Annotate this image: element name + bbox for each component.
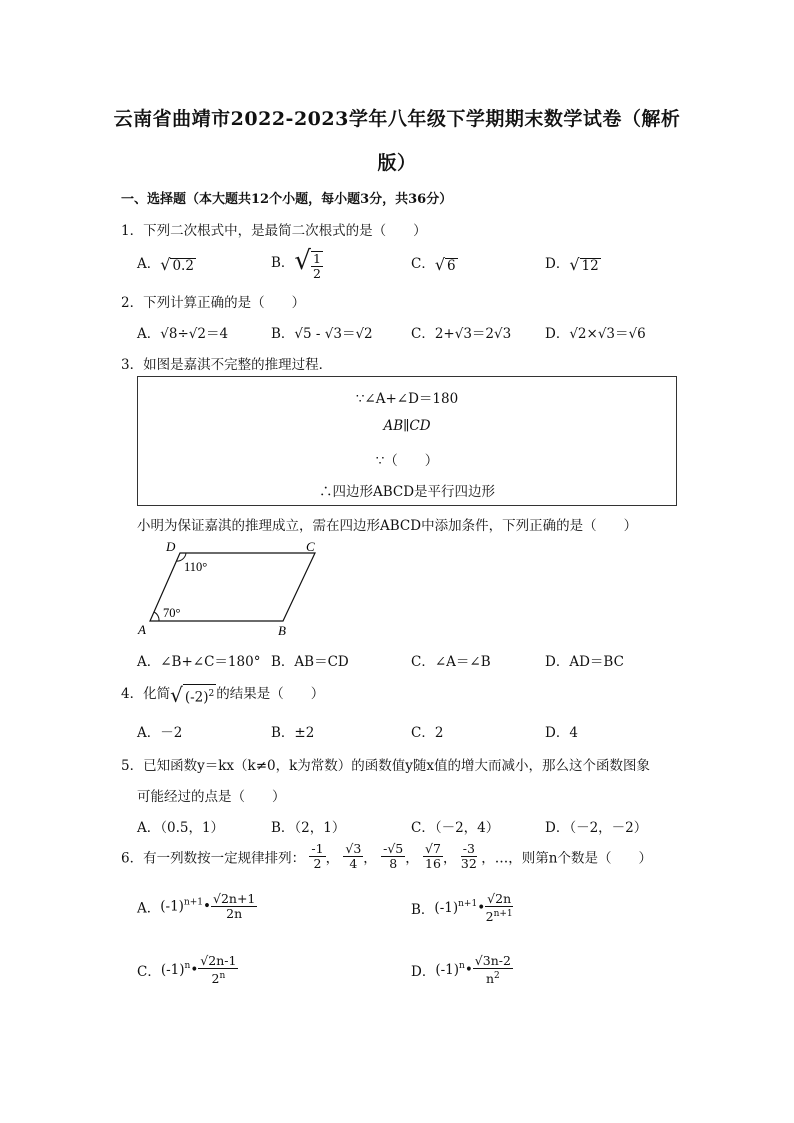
q1-option-c: C．√ 6	[411, 255, 456, 274]
question-2-stem: 2．下列计算正确的是（ ）	[121, 295, 306, 311]
q5-option-b: B．（2，1）	[271, 820, 346, 836]
reasoning-line-2: AB∥CD	[383, 418, 431, 434]
sequence-term-4: $\frac{√7}{16}$	[425, 841, 441, 871]
angle-a-arc	[154, 612, 159, 621]
q5-option-d: D．（－2，－2）	[545, 820, 648, 836]
vertex-label-d: D	[166, 539, 176, 554]
sequence-term-3: $\frac{-√5}{8}$	[383, 841, 404, 871]
q4-option-d: D．4	[545, 725, 578, 741]
reasoning-line-1: ∵∠A+∠D＝180	[355, 391, 459, 407]
question-4-stem: 4．化简√ $(-2)^2$ 的结果是（ ）	[121, 682, 325, 707]
q3-option-c: C．∠A＝∠B	[411, 654, 491, 670]
q5-option-a: A．（0.5，1）	[137, 820, 225, 836]
q3-option-d: D．AD＝BC	[545, 654, 624, 670]
question-5-stem-line-2: 可能经过的点是（ ）	[137, 789, 286, 805]
q6-option-c: C．$(-1)^n•$ $\frac{√2n-1}{2^n}$	[137, 953, 237, 987]
question-3-stem: 3．如图是嘉淇不完整的推理过程．	[121, 357, 333, 373]
vertex-label-b: B	[278, 623, 286, 638]
q4-option-b: B．±2	[271, 725, 315, 741]
q2-option-d: D．√2×√3＝√6	[545, 326, 646, 342]
vertex-label-a: A	[138, 622, 146, 637]
q6-option-b: B．$(-1)^{n+1}•$ $\frac{√2n}{2^{n+1}}$	[411, 891, 513, 925]
question-1-stem: 1．下列二次根式中，是最简二次根式的是（ ）	[121, 223, 427, 239]
q4-option-c: C．2	[411, 725, 444, 741]
question-6-stem: 6．有一列数按一定规律排列： $\frac{-1}{2}$ ， $\frac{√3}{4}$ ， $\frac{-√5}{8}$ ， $\frac{√7}{16}$ ， $\frac{-3}{32}$ ，…，则第n个数是（ ）	[121, 841, 652, 871]
q1-option-a: A．√ 0.2	[137, 255, 194, 274]
reasoning-box	[137, 376, 677, 506]
q5-option-c: C．（－2，4）	[411, 820, 500, 836]
q2-option-b: B．√5 - √3＝√2	[271, 326, 373, 342]
q4-option-a: A．－2	[137, 725, 183, 741]
page-title-continued: 版）	[377, 152, 417, 174]
question-5-stem-line-1: 5．已知函数y＝kx（k≠0，k为常数）的函数值y随x值的增大而减小，那么这个函数图象	[121, 758, 651, 774]
reasoning-line-4: ∴四边形ABCD是平行四边形	[318, 484, 496, 500]
q1-option-b: B．√ $\frac{1}{2}$	[271, 246, 321, 281]
sequence-term-2: $\frac{√3}{4}$	[345, 841, 362, 871]
parallelogram-figure	[130, 538, 330, 642]
section-heading: 一、选择题（本大题共12个小题，每小题3分，共36分）	[121, 192, 453, 207]
sequence-term-1: $\frac{-1}{2}$	[311, 841, 324, 871]
page-title: 云南省曲靖市2022-2023学年八年级下学期期末数学试卷（解析	[113, 108, 681, 130]
q1-option-d: D．√ 12	[545, 255, 599, 274]
q6-option-d: D．$(-1)^n•$ $\frac{√3n-2}{n^2}$	[411, 953, 511, 987]
sequence-term-5: $\frac{-3}{32}$	[460, 841, 477, 871]
q2-option-a: A．√8÷√2＝4	[137, 326, 229, 342]
vertex-label-c: C	[306, 539, 315, 554]
reasoning-line-3: ∵（ ）	[375, 453, 439, 469]
question-3-condition: 小明为保证嘉淇的推理成立，需在四边形ABCD中添加条件，下列正确的是（ ）	[137, 518, 638, 534]
q3-option-a: A．∠B+∠C＝180°	[137, 654, 261, 670]
angle-label-70: 70°	[163, 606, 181, 620]
q6-option-a: A．$(-1)^{n+1}•$ $\frac{√2n+1}{2n}$	[137, 891, 256, 921]
angle-label-110: 110°	[184, 560, 208, 574]
q3-option-b: B．AB＝CD	[271, 654, 349, 670]
q2-option-c: C．2+√3＝2√3	[411, 326, 512, 342]
